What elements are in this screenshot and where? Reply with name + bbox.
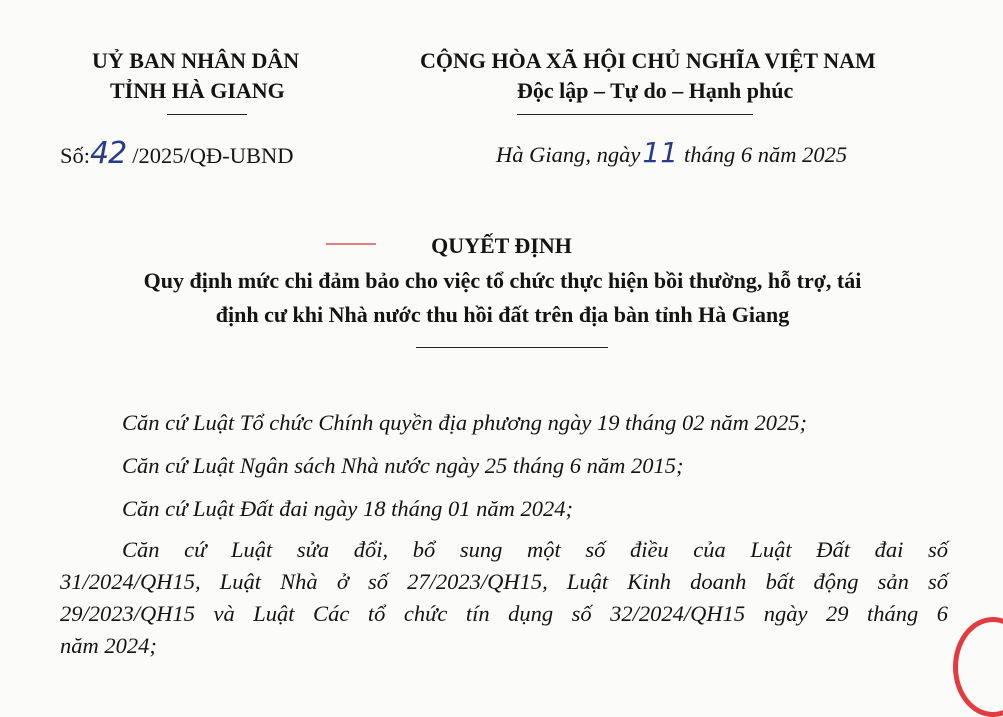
number-prefix: Số:: [60, 143, 91, 168]
agency-name-line2: TỈNH HÀ GIANG: [110, 78, 285, 103]
place-date: [496, 136, 847, 169]
legal-basis-4-line2: 31/2024/QH15, Luật Nhà ở số 27/2023/QH15, Luật Kinh doanh bất động sản số: [60, 569, 948, 594]
document-heading: QUYẾT ĐỊNH: [431, 233, 572, 258]
official-stamp-edge: [953, 617, 1003, 717]
document-subtitle-line1: Quy định mức chi đảm bảo cho việc tổ chức thực hiện bồi thường, hỗ trợ, tái: [143, 268, 862, 293]
legal-basis-3: Căn cứ Luật Đất đai ngày 18 tháng 01 năm 2024;: [122, 496, 574, 521]
place-date-suffix: tháng 6 năm 2025: [684, 142, 848, 167]
national-motto-line2: Độc lập – Tự do – Hạnh phúc: [517, 78, 794, 103]
agency-underline: [167, 114, 247, 115]
legal-basis-4-line1: Căn cứ Luật sửa đổi, bổ sung một số điều của Luật Đất đai số: [122, 537, 948, 562]
legal-basis-4-line3: 29/2023/QH15 và Luật Các tổ chức tín dụng số 32/2024/QH15 ngày 29 tháng 6: [60, 601, 948, 626]
legal-basis-2: Căn cứ Luật Ngân sách Nhà nước ngày 25 tháng 6 năm 2015;: [122, 453, 684, 478]
document-subtitle-line2: định cư khi Nhà nước thu hồi đất trên địa bàn tỉnh Hà Giang: [215, 302, 790, 327]
national-motto-line1: CỘNG HÒA XÃ HỘI CHỦ NGHĨA VIỆT NAM: [420, 48, 876, 73]
legal-basis-4-line4: năm 2024;: [60, 633, 157, 658]
motto-underline: [517, 114, 753, 115]
agency-name-line1: UỶ BAN NHÂN DÂN: [92, 48, 300, 73]
number-suffix: /2025/QĐ-UBND: [132, 143, 294, 168]
title-underline: [416, 347, 608, 348]
handwritten-number: 42: [90, 136, 127, 171]
legal-basis-1: Căn cứ Luật Tổ chức Chính quyền địa phương ngày 19 tháng 02 năm 2025;: [122, 410, 808, 435]
handwritten-day: 11: [642, 136, 679, 169]
place-date-prefix: Hà Giang, ngày: [496, 142, 641, 167]
document-number: [60, 136, 293, 171]
